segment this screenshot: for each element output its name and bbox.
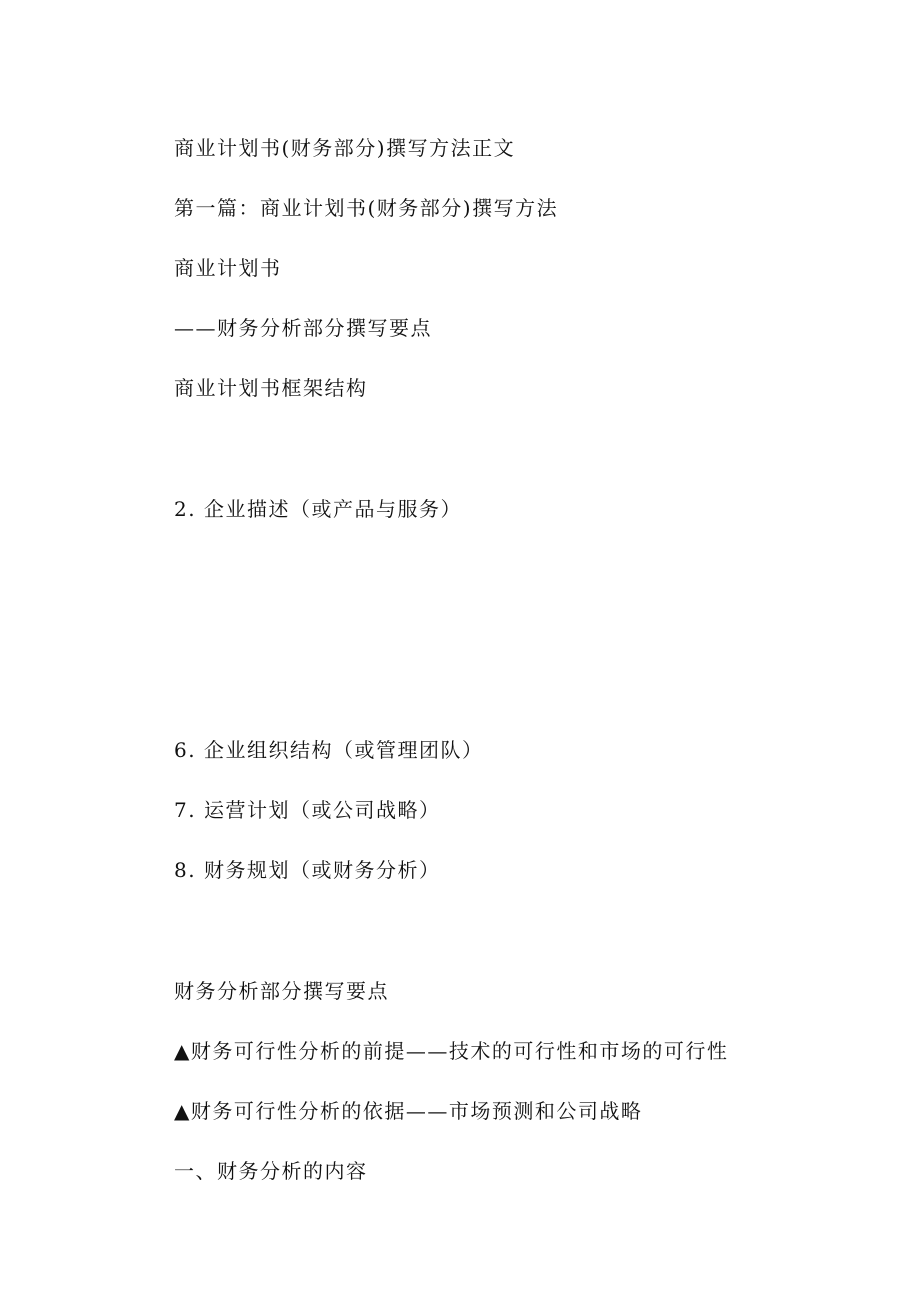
key-point-basis: ▲财务可行性分析的依据——市场预测和公司战略 — [174, 1099, 643, 1123]
key-points-heading: 财务分析部分撰写要点 — [174, 979, 389, 1003]
framework-item-7: 7. 运营计划（或公司战略） — [174, 798, 441, 822]
key-point-premise: ▲财务可行性分析的前提——技术的可行性和市场的可行性 — [174, 1039, 729, 1063]
framework-item-6: 6. 企业组织结构（或管理团队） — [174, 738, 484, 762]
framework-item-8: 8. 财务规划（或财务分析） — [174, 858, 441, 882]
chapter-heading: 第一篇：商业计划书(财务部分)撰写方法 — [174, 196, 559, 220]
section-subtitle: ——财务分析部分撰写要点 — [174, 316, 432, 340]
content-heading: 一、财务分析的内容 — [174, 1159, 368, 1183]
framework-heading: 商业计划书框架结构 — [174, 376, 368, 400]
section-title: 商业计划书 — [174, 256, 282, 280]
document-title: 商业计划书(财务部分)撰写方法正文 — [174, 136, 516, 160]
framework-item-2: 2. 企业描述（或产品与服务） — [174, 497, 462, 521]
